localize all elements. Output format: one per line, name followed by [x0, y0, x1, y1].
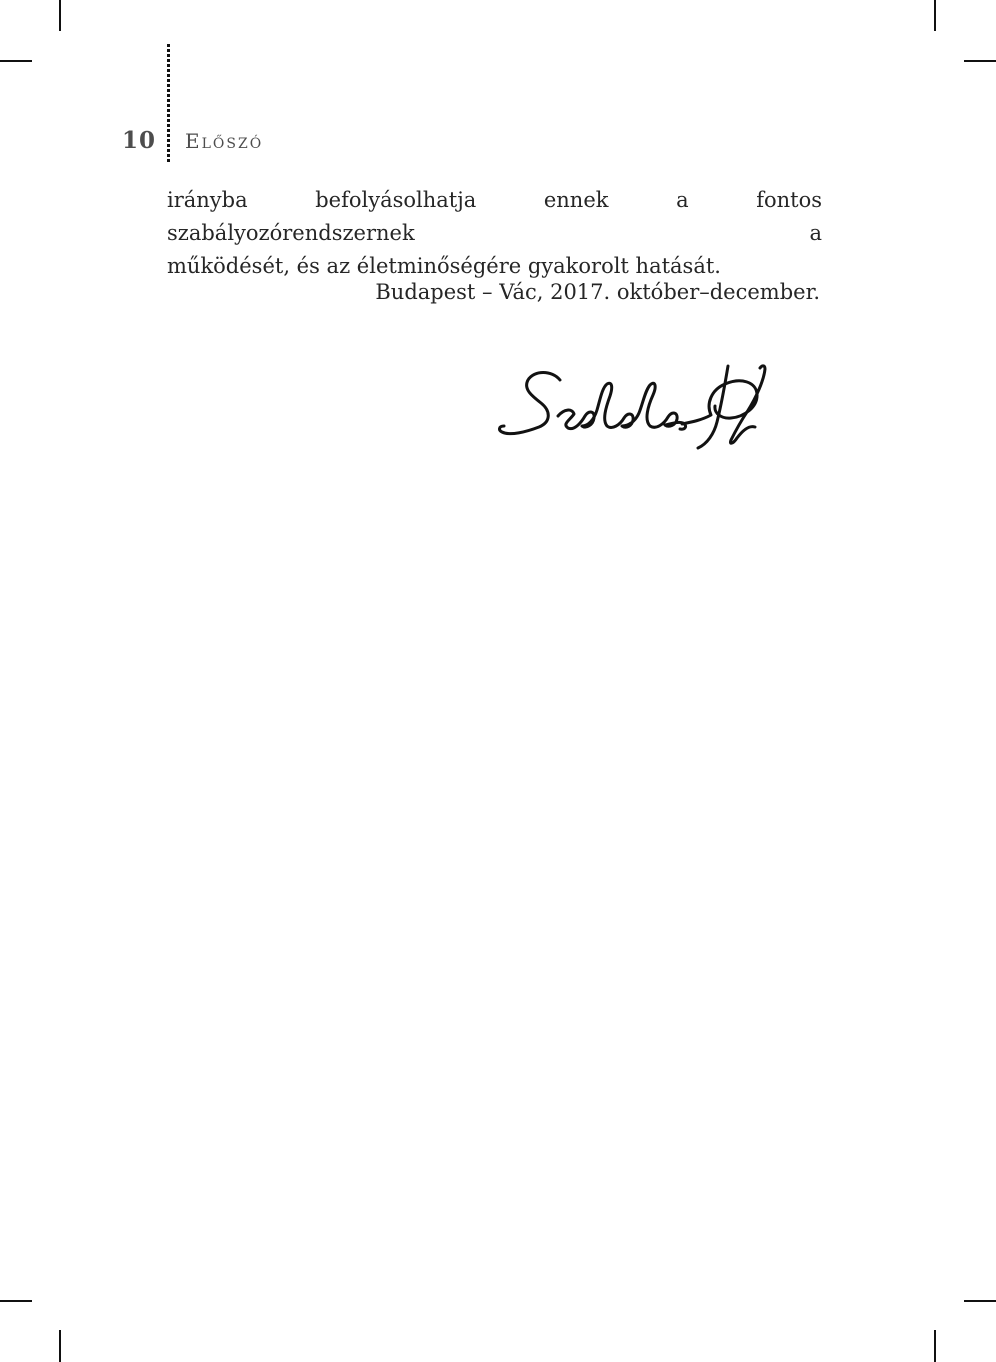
crop-mark-top-right-vertical: [934, 0, 936, 31]
crop-mark-top-left-vertical: [59, 0, 61, 31]
signature-stroke-p-stem: [698, 366, 728, 448]
dotted-rule: [167, 44, 170, 163]
dateline: Budapest – Vác, 2017. október–december.: [375, 280, 820, 304]
crop-mark-bottom-left-vertical: [59, 1330, 61, 1362]
crop-mark-bottom-right-horizontal: [964, 1300, 996, 1302]
crop-mark-bottom-left-horizontal: [0, 1300, 32, 1302]
crop-mark-top-left-horizontal: [0, 60, 32, 62]
paragraph-line: irányba befolyásolhatja ennek a fontos szabályozórendszernek a: [167, 188, 822, 245]
signature-handwriting: [494, 360, 772, 456]
paragraph-line: működését, és az életminőségére gyakorolt hatását.: [167, 254, 721, 278]
crop-mark-top-right-horizontal: [964, 60, 996, 62]
signature-stroke-al: [730, 366, 765, 443]
signature-stroke-s: [500, 373, 560, 434]
signature-stroke-zabados: [558, 383, 686, 429]
body-paragraph: [167, 184, 822, 283]
crop-mark-bottom-right-vertical: [934, 1330, 936, 1362]
page-number: 10: [121, 127, 156, 154]
section-header: Előszó: [185, 129, 264, 153]
